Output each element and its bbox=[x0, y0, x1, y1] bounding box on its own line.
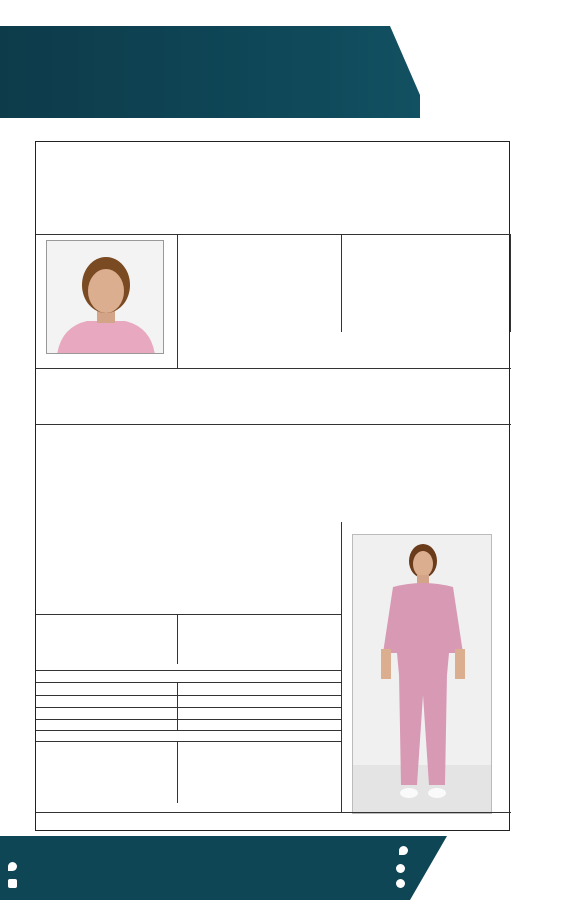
brand-logo bbox=[430, 34, 578, 108]
english-header bbox=[38, 616, 42, 625]
applicant-form bbox=[35, 141, 510, 831]
page-header bbox=[0, 0, 585, 132]
logo-mark bbox=[444, 36, 564, 80]
portrait-photo bbox=[46, 240, 164, 354]
pin-icon bbox=[8, 862, 17, 871]
whatsapp-icon bbox=[396, 879, 405, 888]
email-icon bbox=[8, 879, 17, 888]
skills-header bbox=[146, 732, 150, 741]
country-label bbox=[38, 685, 58, 694]
details-header bbox=[38, 415, 44, 424]
globe-icon bbox=[396, 864, 405, 873]
agency-recommendation-label bbox=[38, 816, 42, 825]
arabic-header bbox=[180, 616, 184, 625]
location-icon bbox=[399, 846, 408, 855]
footer-logo-mark bbox=[462, 842, 574, 878]
abroad-header bbox=[121, 672, 125, 681]
period-label bbox=[180, 685, 184, 694]
full-body-photo bbox=[352, 534, 492, 814]
